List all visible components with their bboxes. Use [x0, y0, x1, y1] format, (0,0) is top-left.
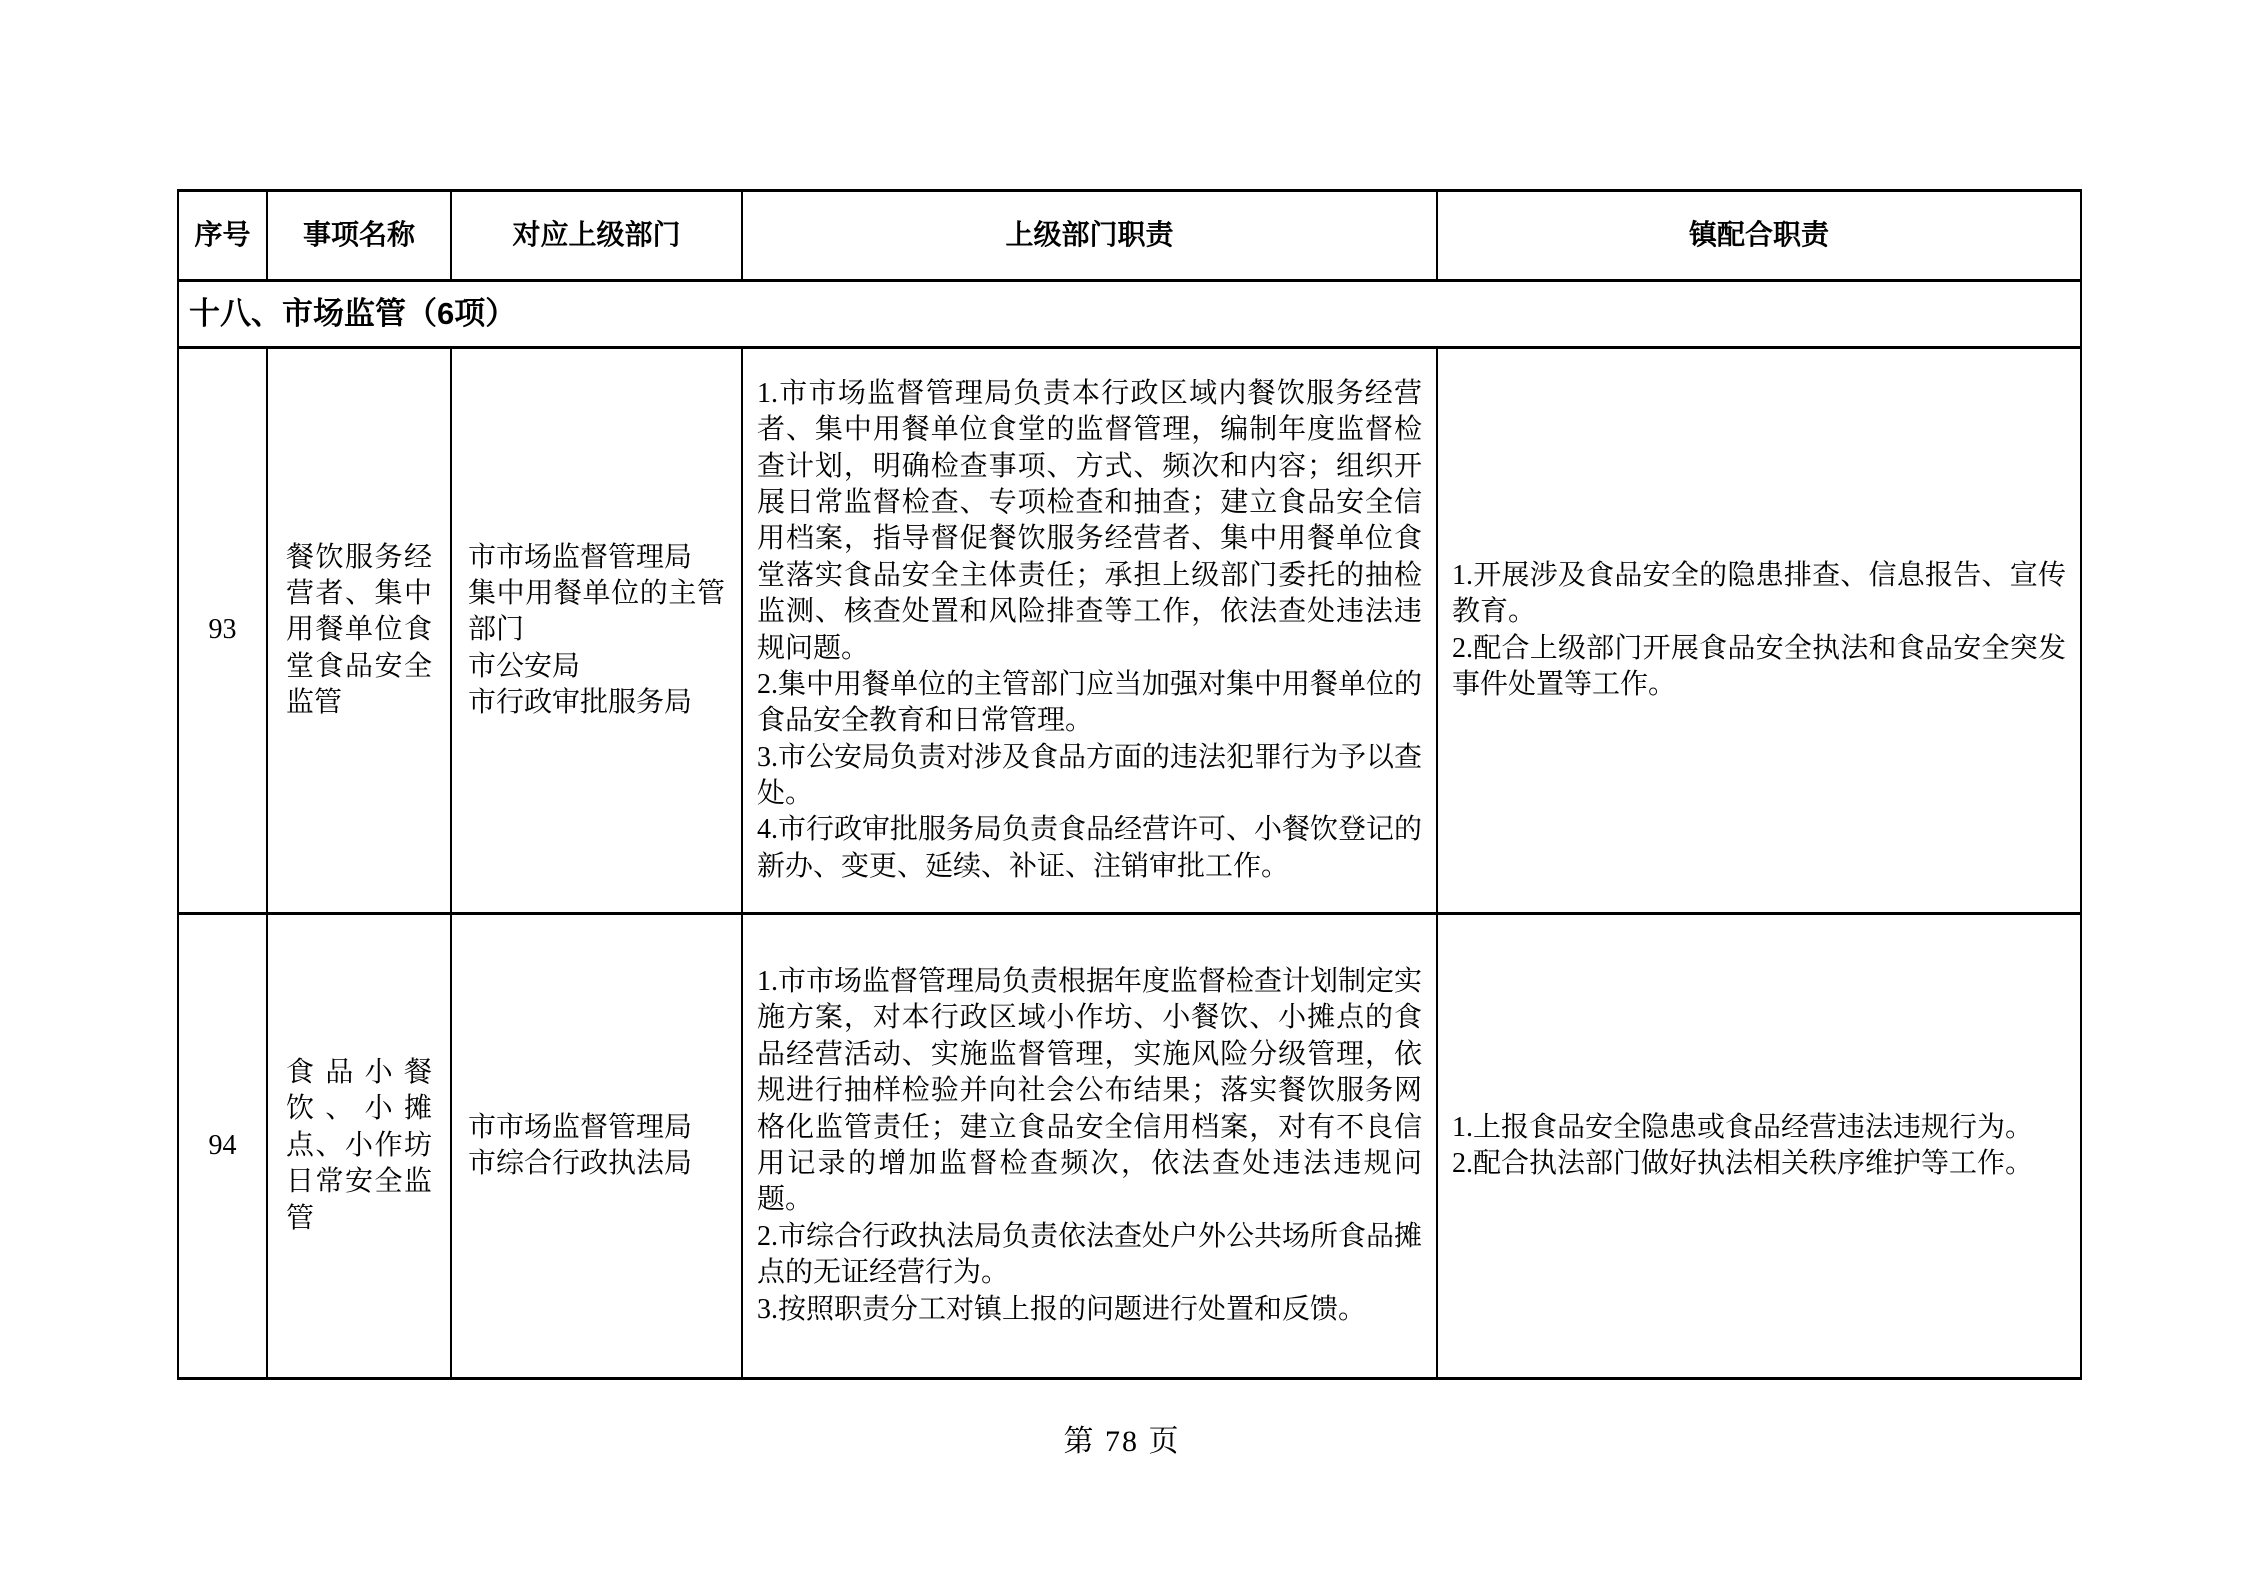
superior-duty-item: 1.市市场监督管理局负责根据年度监督检查计划制定实施方案，对本行政区域小作坊、小餐饮、小摊点的食品经营活动、实施监督管理，实施风险分级管理，依规进行抽样检验并向社会公布结果；落实餐饮服务网格化监管责任；建立食品安全信用档案，对有不良信用记录的增加监督检查频次，依法查处违法违规问题。	[757, 966, 1423, 1216]
department-item: 市公安局	[468, 650, 581, 682]
town-duty-item: 2.配合上级部门开展食品安全执法和食品安全突发事件处置等工作。	[1452, 632, 2066, 700]
department-item: 集中用餐单位的主管部门	[468, 577, 725, 646]
page-number: 第 78 页	[1063, 1425, 1181, 1458]
superior-duties-cell	[742, 914, 1437, 1379]
header-cell-name: 事项名称	[267, 191, 451, 281]
header-cell-departments: 对应上级部门	[451, 191, 742, 281]
town-duty-item: 2.配合执法部门做好执法相关秩序维护等工作。	[1452, 1148, 2034, 1179]
item-name: 餐饮服务经营者、集中用餐单位食堂食品安全监管	[267, 348, 451, 914]
department-item: 市市场监督管理局	[468, 1111, 693, 1143]
table-row	[178, 914, 2081, 1379]
town-duties-cell	[1437, 348, 2081, 914]
superior-duty-item: 3.市公安局负责对涉及食品方面的违法犯罪行为予以查处。	[757, 741, 1423, 810]
department-list	[451, 348, 742, 914]
row-number: 94	[178, 914, 267, 1379]
header-cell-no: 序号	[178, 191, 267, 281]
item-name: 食品小餐饮、小摊点、小作坊日常安全监管	[267, 914, 451, 1379]
department-item: 市行政审批服务局	[468, 687, 693, 719]
superior-duty-item: 2.集中用餐单位的主管部门应当加强对集中用餐单位的食品安全教育和日常管理。	[757, 668, 1423, 737]
superior-duty-item: 1.市市场监督管理局负责本行政区域内餐饮服务经营者、集中用餐单位食堂的监督管理，编制年度监督检查计划，明确检查事项、方式、频次和内容；组织开展日常监督检查、专项检查和抽查；建立食品安全信用档案，指导督促餐饮服务经营者、集中用餐单位食堂落实食品安全主体责任；承担上级部门委托的抽检监测、核查处置和风险排查等工作，依法查处违法违规问题。	[757, 377, 1422, 664]
table-row	[178, 348, 2081, 914]
section-header-row	[178, 281, 2081, 348]
department-item: 市综合行政执法局	[468, 1148, 693, 1179]
town-duty-item: 1.上报食品安全隐患或食品经营违法违规行为。	[1452, 1111, 2034, 1143]
superior-duty-item: 2.市综合行政执法局负责依法查处户外公共场所食品摊点的无证经营行为。	[757, 1220, 1423, 1289]
responsibility-table	[177, 189, 2082, 1380]
superior-duties-cell	[742, 348, 1437, 914]
header-cell-superior-duties: 上级部门职责	[742, 191, 1437, 281]
row-number: 93	[178, 348, 267, 914]
superior-duty-item: 4.市行政审批服务局负责食品经营许可、小餐饮登记的新办、变更、延续、补证、注销审批工作。	[757, 814, 1423, 882]
town-duty-item: 1.开展涉及食品安全的隐患排查、信息报告、宣传教育。	[1452, 559, 2066, 628]
town-duties-cell	[1437, 914, 2081, 1379]
department-item: 市市场监督管理局	[468, 541, 693, 573]
header-cell-town-duties: 镇配合职责	[1437, 191, 2081, 281]
department-list	[451, 914, 742, 1379]
table-header-row	[178, 191, 2081, 281]
superior-duty-item: 3.按照职责分工对镇上报的问题进行处置和反馈。	[757, 1293, 1367, 1325]
section-title: 十八、市场监管（6项）	[178, 281, 2081, 348]
